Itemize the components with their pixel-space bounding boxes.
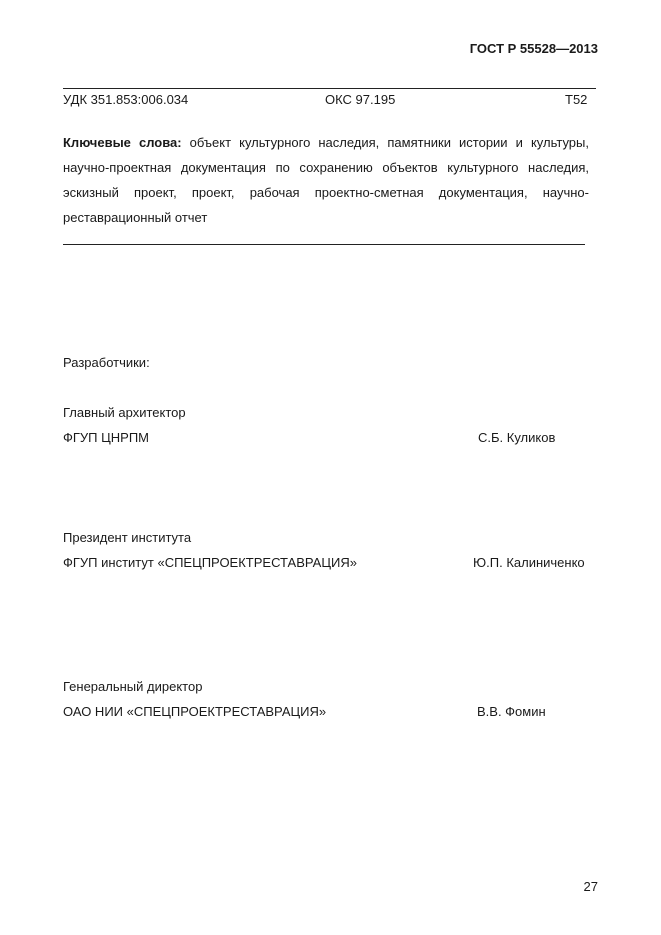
keywords-paragraph	[63, 130, 589, 230]
keywords-label: Ключевые слова:	[63, 135, 182, 150]
standard-designation: ГОСТ Р 55528—2013	[469, 41, 598, 56]
developer-organization: ФГУП институт «СПЕЦПРОЕКТРЕСТАВРАЦИЯ»	[63, 555, 357, 570]
top-divider	[63, 88, 596, 89]
bottom-divider	[63, 244, 585, 245]
udk-code: УДК 351.853:006.034	[63, 92, 189, 107]
developer-organization: ОАО НИИ «СПЕЦПРОЕКТРЕСТАВРАЦИЯ»	[63, 704, 327, 719]
keywords-text: объект культурного наследия, памятники истории и культуры, научно-проектная документация по сохранению объектов культурного наследия, эскизный проект, проект, рабочая проектно-сметная документация, научно-реставрационный отчет	[63, 135, 589, 225]
page-number: 27	[583, 879, 598, 894]
developer-position: Главный архитектор	[63, 405, 186, 420]
category-code: Т52	[565, 92, 588, 107]
developer-name: Ю.П. Калиниченко	[473, 555, 585, 570]
developer-name: С.Б. Куликов	[478, 430, 556, 445]
developer-position: Президент института	[63, 530, 192, 545]
developer-position: Генеральный директор	[63, 679, 203, 694]
developer-name: В.В. Фомин	[477, 704, 546, 719]
developer-organization: ФГУП ЦНРПМ	[63, 430, 149, 445]
oks-code: ОКС 97.195	[325, 92, 396, 107]
developers-title: Разработчики:	[63, 355, 150, 370]
